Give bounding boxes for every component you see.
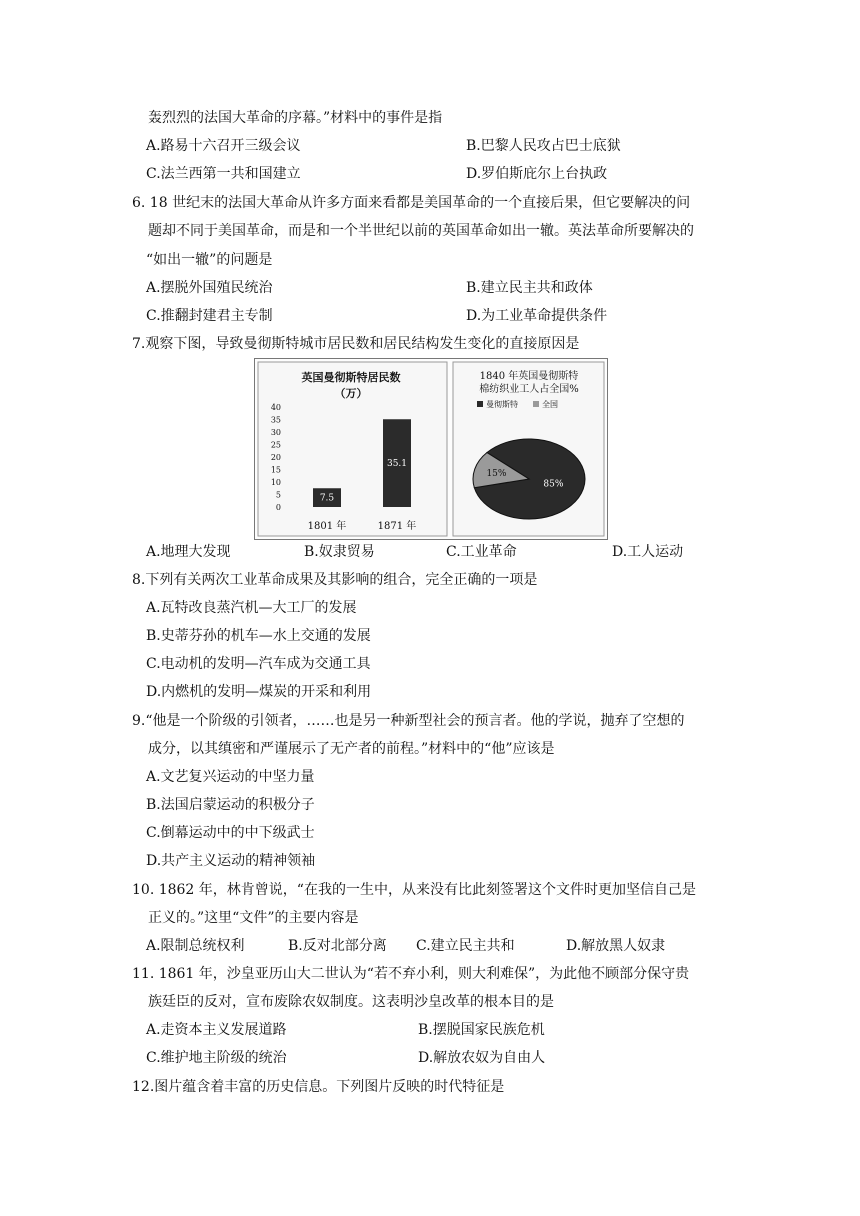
q9-option-d: D.共产主义运动的精神领袖 xyxy=(146,853,316,869)
q12-stem: 12.图片蕴含着丰富的历史信息。下列图片反映的时代特征是 xyxy=(132,1079,505,1095)
bar-y-tick-label: 30 xyxy=(270,428,281,437)
bar-y-tick-label: 35 xyxy=(270,415,281,425)
q10-option-b: B.反对北部分离 xyxy=(288,938,387,954)
bar-value-label: 35.1 xyxy=(386,459,408,470)
q5-option-d: D.罗伯斯庇尔上台执政 xyxy=(466,166,608,182)
q6-option-b: B.建立民主共和政体 xyxy=(466,280,593,296)
pie-chart-title: 1840 年英国曼彻斯特 xyxy=(479,371,579,382)
bar-y-tick-label: 0 xyxy=(275,503,281,512)
bar-y-tick-label: 40 xyxy=(270,403,281,412)
q7-chart-figure xyxy=(254,358,608,540)
pie-slice-label: 85% xyxy=(543,479,564,490)
q7-option-d: D.工人运动 xyxy=(612,544,684,560)
q9-stem-line2: 成分，以其缜密和严谨展示了无产者的前程。”材料中的“他”应该是 xyxy=(148,741,555,757)
q6-option-a: A.摆脱外国殖民统治 xyxy=(146,280,273,296)
q6-stem-line3: “如出一辙”的问题是 xyxy=(146,252,273,268)
q10-stem-line2: 正义的。”这里“文件”的主要内容是 xyxy=(148,910,359,926)
bar-y-tick-label: 5 xyxy=(275,490,281,500)
q8-stem: 8.下列有关两次工业革命成果及其影响的组合，完全正确的一项是 xyxy=(132,572,538,588)
q11-option-d: D.解放农奴为自由人 xyxy=(418,1050,546,1066)
bar-y-tick-label: 10 xyxy=(270,478,281,487)
q10-option-d: D.解放黑人奴隶 xyxy=(566,938,666,954)
q5-option-c: C.法兰西第一共和国建立 xyxy=(146,166,301,182)
bar-category-label: 1871 年 xyxy=(377,521,417,532)
q8-option-d: D.内燃机的发明—煤炭的开采和利用 xyxy=(146,684,372,700)
legend-swatch xyxy=(533,401,539,407)
q9-option-b: B.法国启蒙运动的积极分子 xyxy=(146,797,315,813)
q11-stem-line1: 11. 1861 年，沙皇亚历山大二世认为“若不弃小利，则大利难保”，为此他不顾部分保守贵 xyxy=(132,966,690,982)
pie-chart-subtitle: 棉纺织业工人占全国% xyxy=(479,384,579,395)
q5-stem-tail: 轰烈烈的法国大革命的序幕。”材料中的事件是指 xyxy=(148,110,443,126)
q8-option-b: B.史蒂芬孙的机车—水上交通的发展 xyxy=(146,628,371,644)
q6-option-c: C.推翻封建君主专制 xyxy=(146,308,273,324)
q7-option-c: C.工业革命 xyxy=(446,544,517,560)
q9-option-a: A.文艺复兴运动的中坚力量 xyxy=(146,769,315,785)
q11-option-b: B.摆脱国家民族危机 xyxy=(418,1022,545,1038)
q10-option-c: C.建立民主共和 xyxy=(416,938,515,954)
pie-slice-label: 15% xyxy=(486,469,507,480)
q9-stem-line1: 9.“他是一个阶级的引领者，……也是另一种新型社会的预言者。他的学说，抛弃了空想的 xyxy=(132,713,685,729)
bar-chart-unit: （万） xyxy=(334,387,368,400)
bar-y-tick-label: 20 xyxy=(270,453,281,462)
q5-option-b: B.巴黎人民攻占巴士底狱 xyxy=(466,138,621,154)
legend-swatch xyxy=(477,401,483,407)
bar-y-tick-label: 25 xyxy=(270,440,281,450)
legend-label: 全国 xyxy=(542,400,558,409)
bar-category-label: 1801 年 xyxy=(307,521,347,532)
bar-value-label: 7.5 xyxy=(319,493,335,504)
q8-option-a: A.瓦特改良蒸汽机—大工厂的发展 xyxy=(146,600,357,616)
q8-option-c: C.电动机的发明—汽车成为交通工具 xyxy=(146,656,371,672)
legend-label: 曼彻斯特 xyxy=(486,400,518,409)
q5-option-a: A.路易十六召开三级会议 xyxy=(146,138,301,154)
q9-option-c: C.倒幕运动中的中下级武士 xyxy=(146,825,315,841)
bar-chart-title: 英国曼彻斯特居民数 xyxy=(301,371,401,384)
q7-chart-svg xyxy=(255,359,607,539)
q6-stem-line2: 题却不同于美国革命，而是和一个半世纪以前的英国革命如出一辙。英法革命所要解决的 xyxy=(148,223,694,239)
q10-stem-line1: 10. 1862 年，林肯曾说，“在我的一生中，从来没有比此刻签署这个文件时更加坚信自己是 xyxy=(132,882,696,898)
bar-y-tick-label: 15 xyxy=(270,465,281,475)
q10-option-a: A.限制总统权利 xyxy=(146,938,245,954)
q11-stem-line2: 族廷臣的反对，宣布废除农奴制度。这表明沙皇改革的根本目的是 xyxy=(148,994,554,1010)
q7-option-a: A.地理大发现 xyxy=(146,544,231,560)
q6-stem-line1: 6. 18 世纪末的法国大革命从许多方面来看都是美国革命的一个直接后果，但它要解决的问 xyxy=(132,195,691,211)
q6-option-d: D.为工业革命提供条件 xyxy=(466,308,608,324)
q11-option-c: C.维护地主阶级的统治 xyxy=(146,1050,287,1066)
q11-option-a: A.走资本主义发展道路 xyxy=(146,1022,287,1038)
q7-option-b: B.奴隶贸易 xyxy=(304,544,375,560)
q7-stem: 7.观察下图，导致曼彻斯特城市居民数和居民结构发生变化的直接原因是 xyxy=(132,336,580,352)
